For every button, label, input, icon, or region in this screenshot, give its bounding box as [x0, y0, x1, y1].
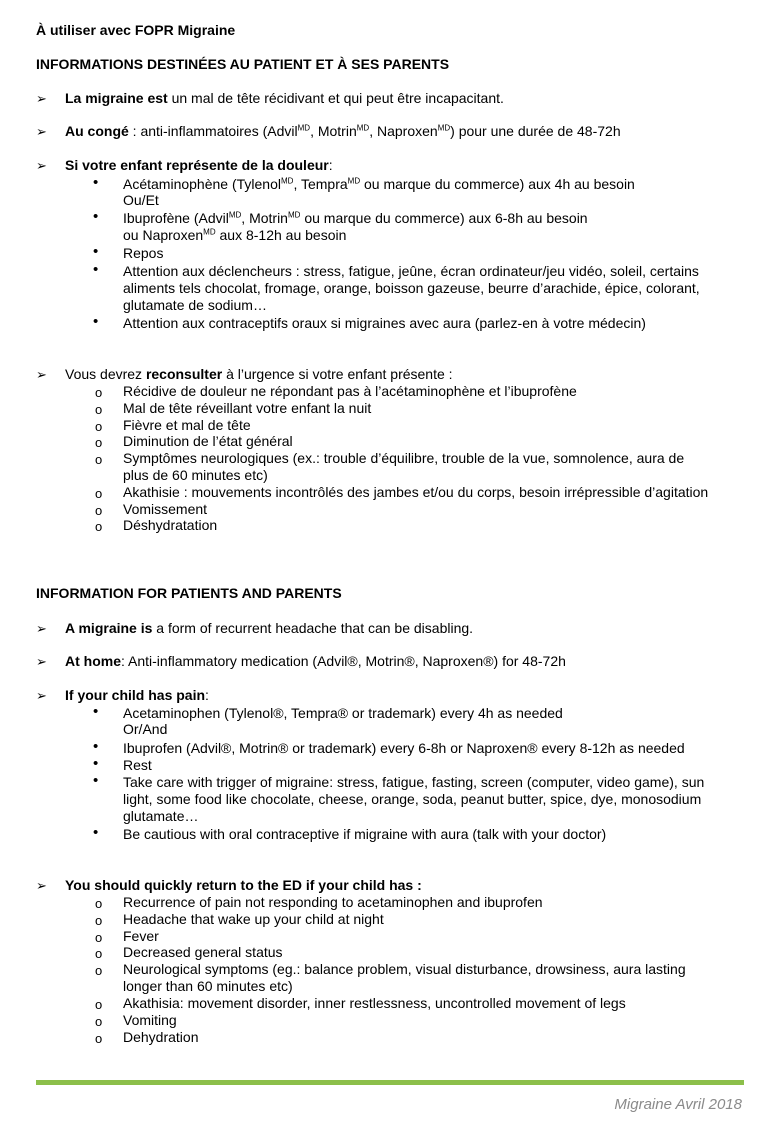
- en-sign-vomiting: Vomiting: [123, 1012, 177, 1028]
- arrow-bullet-icon: ➢: [36, 158, 47, 173]
- fr-discharge-info: Au congé : anti-inflammatoires (Advil$^{MD}$, Motrin$^{MD}$, Naproxen$^{MD}$) pour une durée de 48-72h: [65, 123, 621, 139]
- arrow-bullet-icon: ➢: [36, 621, 47, 636]
- circle-bullet-icon: o: [95, 997, 103, 1012]
- fr-bullet-ibuprofen: Ibuprofène (Advil$^{MD}$, Motrin$^{MD}$ ou marque du commerce) aux 6-8h au besoin: [123, 210, 588, 226]
- fr-sign-fever: Fièvre et mal de tête: [123, 417, 251, 433]
- circle-bullet-icon: o: [95, 963, 103, 978]
- en-bullet-rest: Rest: [123, 757, 152, 773]
- fr-pain-heading: Si votre enfant représente de la douleur:: [65, 157, 333, 173]
- en-sign-night-headache: Headache that wake up your child at night: [123, 911, 384, 927]
- en-bullet-triggers-l1: Take care with trigger of migraine: stress, fatigue, fasting, screen (computer, video game), sun: [123, 774, 705, 790]
- en-pain-heading: If your child has pain:: [65, 687, 209, 703]
- fr-sign-neurological-l2: plus de 60 minutes etc): [123, 467, 268, 483]
- en-home-info: At home: Anti-inflammatory medication (Advil®, Motrin®, Naproxen®) for 48-72h: [65, 653, 566, 669]
- en-migraine-definition: A migraine is a form of recurrent headache that can be disabling.: [65, 620, 474, 636]
- bullet-icon: •: [93, 824, 99, 841]
- fr-bullet-contraceptives: Attention aux contraceptifs oraux si migraines avec aura (parlez-en à votre médecin): [123, 315, 646, 331]
- arrow-bullet-icon: ➢: [36, 878, 47, 893]
- en-bullet-contraceptive: Be cautious with oral contraceptive if migraine with aura (talk with your doctor): [123, 826, 607, 842]
- circle-bullet-icon: o: [95, 913, 103, 928]
- en-section-title: INFORMATION FOR PATIENTS AND PARENTS: [36, 585, 342, 601]
- use-with-label: À utiliser avec FOPR Migraine: [36, 22, 236, 38]
- arrow-bullet-icon: ➢: [36, 654, 47, 669]
- bullet-icon: •: [93, 313, 99, 330]
- circle-bullet-icon: o: [95, 930, 103, 945]
- fr-bullet-naproxen: ou Naproxen$^{MD}$ aux 8-12h au besoin: [123, 227, 347, 243]
- fr-sign-vomiting: Vomissement: [123, 501, 208, 517]
- circle-bullet-icon: o: [95, 1031, 103, 1046]
- circle-bullet-icon: o: [95, 419, 103, 434]
- en-bullet-triggers-l2: light, some food like chocolate, cheese, orange, soda, peanut butter, spice, dye, monosodium: [123, 791, 702, 807]
- bullet-icon: •: [93, 243, 99, 260]
- arrow-bullet-icon: ➢: [36, 124, 47, 139]
- fr-migraine-definition: La migraine est un mal de tête récidivant et qui peut être incapacitant.: [65, 90, 504, 106]
- en-sign-neurological-l2: longer than 60 minutes etc): [123, 978, 293, 994]
- en-sign-dehydration: Dehydration: [123, 1029, 199, 1045]
- circle-bullet-icon: o: [95, 486, 103, 501]
- circle-bullet-icon: o: [95, 519, 103, 534]
- fr-sign-night-headache: Mal de tête réveillant votre enfant la nuit: [123, 400, 372, 416]
- bullet-icon: •: [93, 772, 99, 789]
- en-sign-neurological-l1: Neurological symptoms (eg.: balance problem, visual disturbance, drowsiness, aura lasting: [123, 961, 686, 977]
- fr-bullet-and-or: Ou/Et: [123, 192, 159, 208]
- en-sign-general-status: Decreased general status: [123, 944, 283, 960]
- fr-sign-akathisia: Akathisie : mouvements incontrôlés des jambes et/ou du corps, besoin irrépressible d’agitation: [123, 484, 709, 500]
- en-bullet-acetaminophen: Acetaminophen (Tylenol®, Tempra® or trademark) every 4h as needed: [123, 705, 563, 721]
- fr-section-title: INFORMATIONS DESTINÉES AU PATIENT ET À SES PARENTS: [36, 56, 450, 72]
- fr-sign-neurological-l1: Symptômes neurologiques (ex.: trouble d’équilibre, trouble de la vue, somnolence, aura de: [123, 450, 685, 466]
- circle-bullet-icon: o: [95, 435, 103, 450]
- bullet-icon: •: [93, 174, 99, 191]
- en-sign-akathisia: Akathisia: movement disorder, inner restlessness, uncontrolled movement of legs: [123, 995, 626, 1011]
- bullet-icon: •: [93, 738, 99, 755]
- fr-sign-general-state: Diminution de l’état général: [123, 433, 293, 449]
- circle-bullet-icon: o: [95, 503, 103, 518]
- fr-bullet-acetaminophen: Acétaminophène (Tylenol$^{MD}$, Tempra$^{MD}$ ou marque du commerce) aux 4h au besoin: [123, 176, 635, 192]
- fr-sign-recurrence: Récidive de douleur ne répondant pas à l’acétaminophène et l’ibuprofène: [123, 383, 577, 399]
- en-bullet-triggers-l3: glutamate…: [123, 808, 199, 824]
- fr-return-heading: Vous devrez reconsulter à l’urgence si votre enfant présente :: [65, 366, 453, 382]
- arrow-bullet-icon: ➢: [36, 688, 47, 703]
- en-return-heading: You should quickly return to the ED if your child has :: [65, 877, 422, 893]
- circle-bullet-icon: o: [95, 402, 103, 417]
- en-bullet-or-and: Or/And: [123, 721, 168, 737]
- bullet-icon: •: [93, 755, 99, 772]
- arrow-bullet-icon: ➢: [36, 367, 47, 382]
- fr-bullet-triggers-l2: aliments tels chocolat, fromage, orange, boisson gazeuse, beurre d’arachide, épice, colorant,: [123, 280, 700, 296]
- en-sign-fever: Fever: [123, 928, 159, 944]
- fr-bullet-triggers-l3: glutamate de sodium…: [123, 297, 267, 313]
- circle-bullet-icon: o: [95, 452, 103, 467]
- bullet-icon: •: [93, 208, 99, 225]
- en-bullet-ibuprofen: Ibuprofen (Advil®, Motrin® or trademark) every 6-8h or Naproxen® every 8-12h as needed: [123, 740, 685, 756]
- en-sign-recurrence: Recurrence of pain not responding to acetaminophen and ibuprofen: [123, 894, 543, 910]
- circle-bullet-icon: o: [95, 385, 103, 400]
- footer-divider: [36, 1080, 744, 1085]
- fr-bullet-rest: Repos: [123, 245, 164, 261]
- fr-bullet-triggers-l1: Attention aux déclencheurs : stress, fatigue, jeûne, écran ordinateur/jeu vidéo, soleil, certains: [123, 263, 699, 279]
- circle-bullet-icon: o: [95, 896, 103, 911]
- arrow-bullet-icon: ➢: [36, 91, 47, 106]
- bullet-icon: •: [93, 703, 99, 720]
- fr-sign-dehydration: Déshydratation: [123, 517, 218, 533]
- circle-bullet-icon: o: [95, 1014, 103, 1029]
- bullet-icon: •: [93, 261, 99, 278]
- circle-bullet-icon: o: [95, 946, 103, 961]
- footer-label: Migraine Avril 2018: [614, 1096, 742, 1113]
